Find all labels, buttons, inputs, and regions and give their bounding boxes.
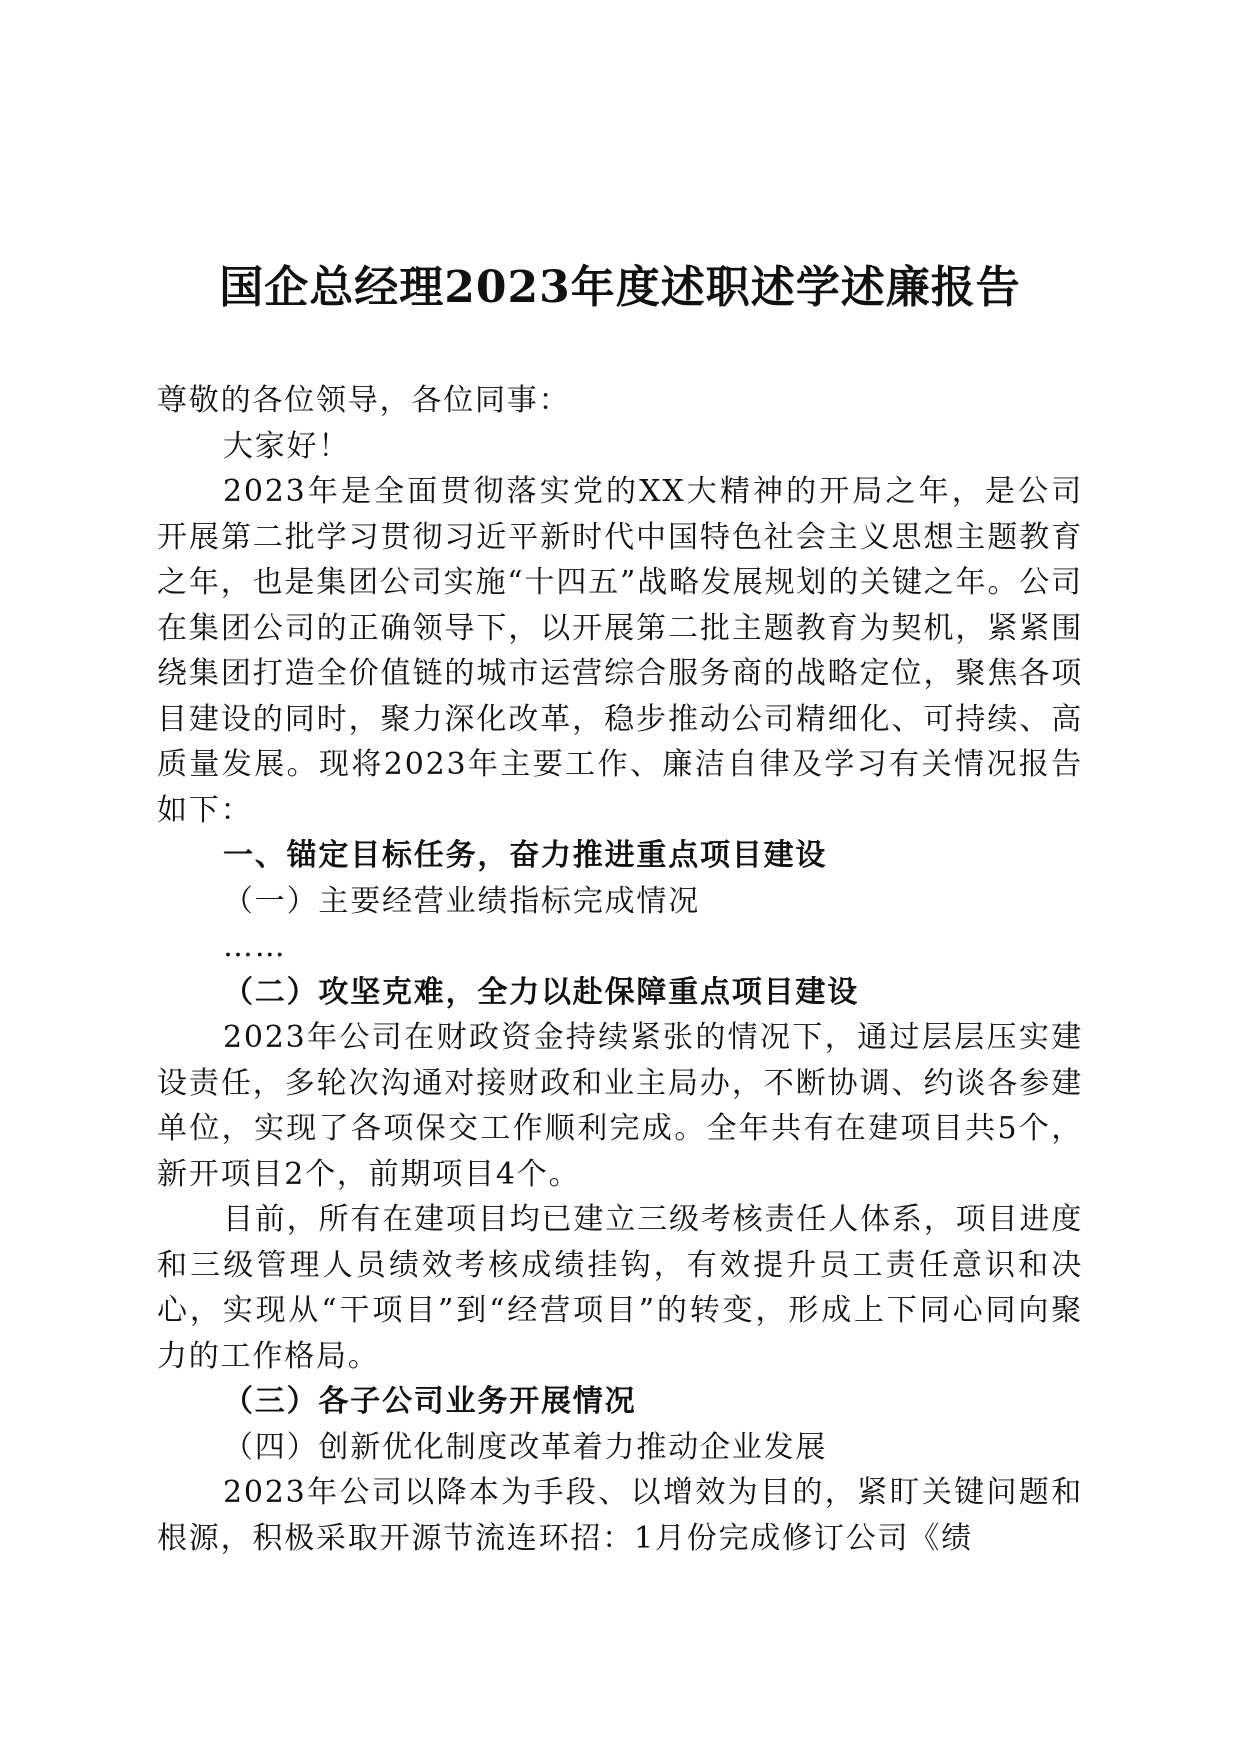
omitted-content-ellipsis: …… [223, 929, 287, 964]
document-title: 国企总经理2023年度述职述学述廉报告 [219, 262, 1021, 313]
subsection-2-paragraph-1: 2023年公司在财政资金持续紧张的情况下，通过层层压实建设责任，多轮次沟通对接财政和业主局办，不断协调、约谈各参建单位，实现了各项保交工作顺利完成。全年共有在建项目共5个，新开项目2个，前期项目4个。 [157, 1020, 1083, 1192]
subsection-heading-2: （二）攻坚克难，全力以赴保障重点项目建设 [223, 974, 859, 1010]
document-body [157, 378, 1083, 1561]
subsection-4-paragraph-1: 2023年公司以降本为手段、以增效为目的，紧盯关键问题和根源，积极采取开源节流连环招：1月份完成修订公司《绩 [157, 1475, 1083, 1556]
salutation: 尊敬的各位领导，各位同事： [157, 383, 571, 418]
section-heading-1: 一、锚定目标任务，奋力推进重点项目建设 [223, 838, 828, 873]
subsection-heading-3: （三）各子公司业务开展情况 [223, 1384, 637, 1419]
subsection-heading-4: （四）创新优化制度改革着力推动企业发展 [223, 1429, 828, 1465]
greeting: 大家好！ [223, 428, 351, 464]
intro-paragraph: 2023年是全面贯彻落实党的XX大精神的开局之年，是公司开展第二批学习贯彻习近平新时代中国特色社会主义思想主题教育之年，也是集团公司实施“十四五”战略发展规划的关键之年。公司在集团公司的正确领导下，以开展第二批主题教育为契机，紧紧围绕集团打造全价值链的城市运营综合服务商的战略定位，聚焦各项目建设的同时，聚力深化改革，稳步推动公司精细化、可持续、高质量发展。现将2023年主要工作、廉洁自律及学习有关情况报告如下： [157, 474, 1083, 828]
subsection-heading-1: （一）主要经营业绩指标完成情况 [223, 883, 700, 919]
subsection-2-paragraph-2: 目前，所有在建项目均已建立三级考核责任人体系，项目进度和三级管理人员绩效考核成绩挂钩，有效提升员工责任意识和决心，实现从“干项目”到“经营项目”的转变，形成上下同心同向聚力的工作格局。 [157, 1202, 1083, 1374]
